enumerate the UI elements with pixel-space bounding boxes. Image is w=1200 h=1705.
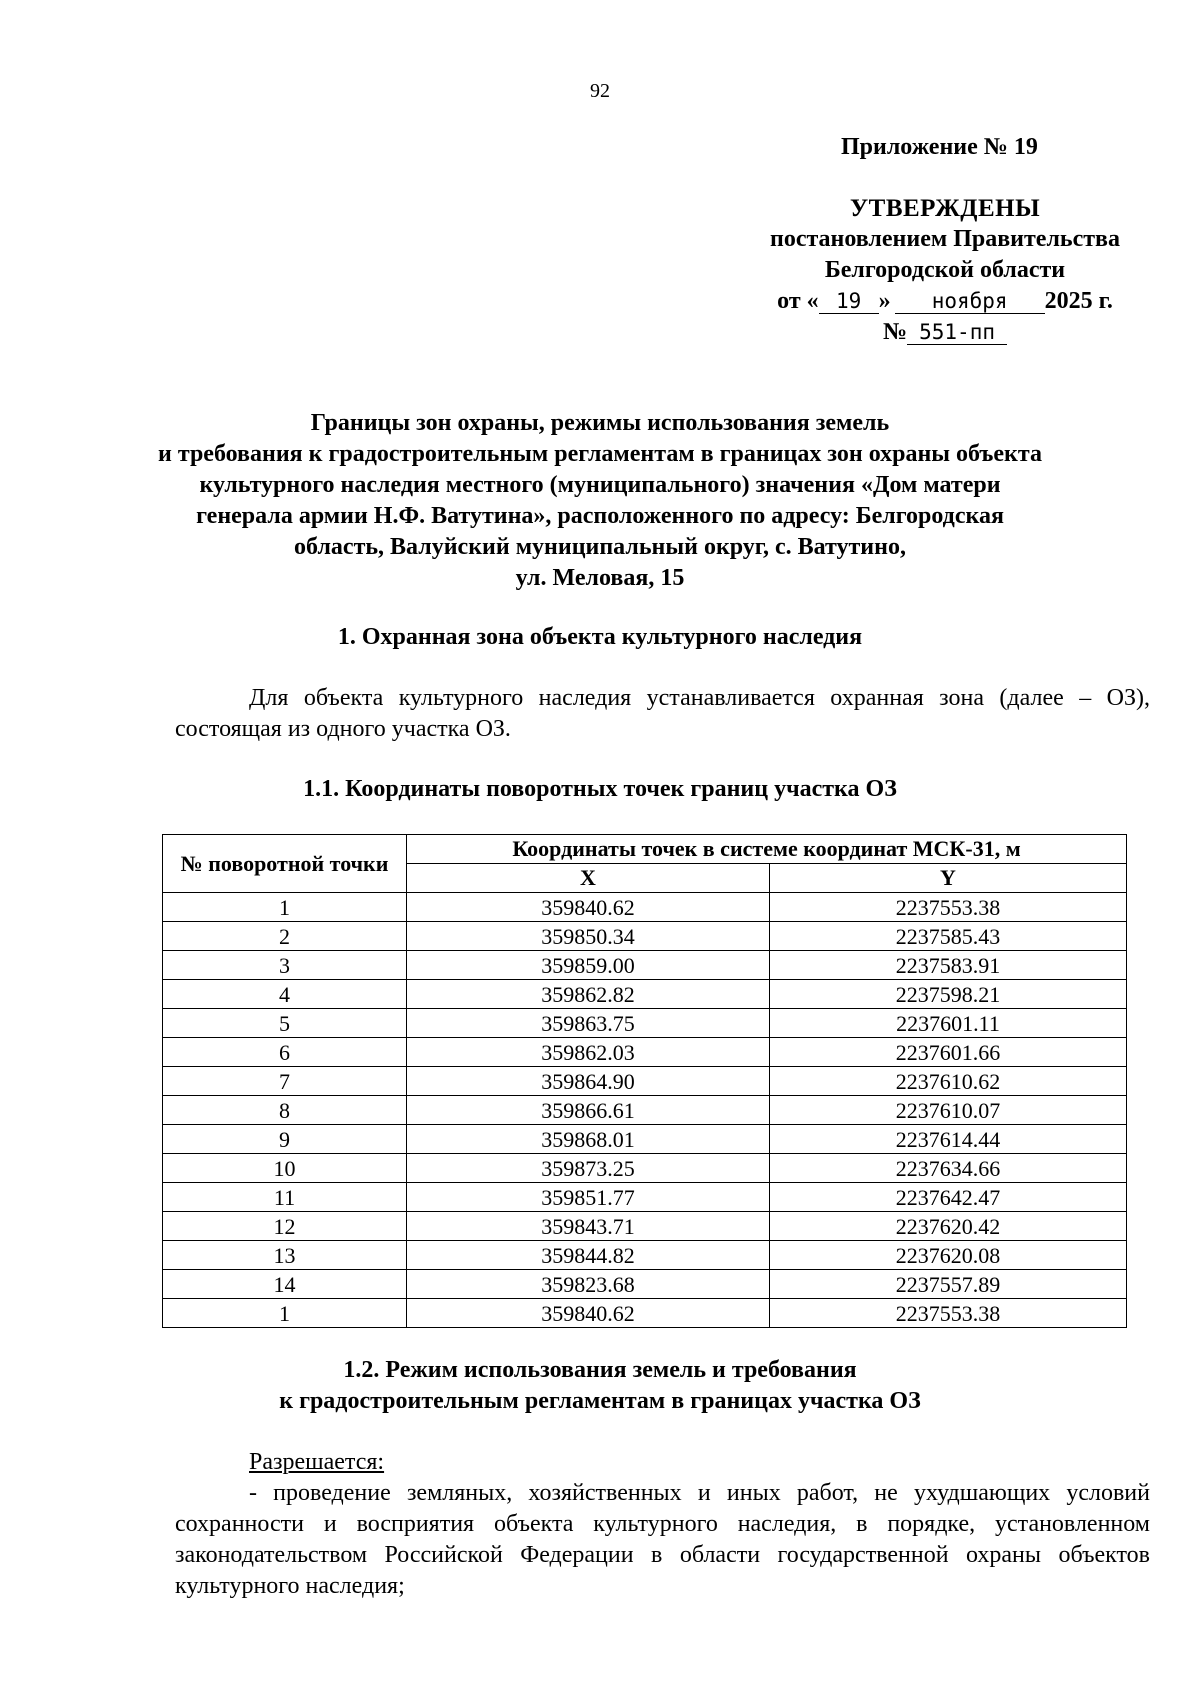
date-month: ноября: [895, 289, 1045, 314]
approved-heading: УТВЕРЖДЕНЫ: [849, 195, 1041, 222]
x-coordinate-cell: 359840.62: [407, 1299, 770, 1328]
point-number-cell: 5: [163, 1009, 407, 1038]
y-coordinate-cell: 2237601.66: [770, 1038, 1127, 1067]
x-coordinate-cell: 359873.25: [407, 1154, 770, 1183]
y-coordinate-cell: 2237553.38: [770, 893, 1127, 922]
y-coordinate-cell: 2237610.62: [770, 1067, 1127, 1096]
point-number-cell: 1: [163, 893, 407, 922]
y-coordinate-cell: 2237598.21: [770, 980, 1127, 1009]
x-coordinate-cell: 359868.01: [407, 1125, 770, 1154]
allowed-label-text: Разрешается:: [249, 1449, 385, 1475]
title-line: и требования к градостроительным регламентам в границах зон охраны объекта: [158, 441, 1042, 467]
y-coordinate-cell: 2237634.66: [770, 1154, 1127, 1183]
y-coordinate-cell: 2237557.89: [770, 1270, 1127, 1299]
x-coordinate-cell: 359844.82: [407, 1241, 770, 1270]
number-prefix: №: [882, 319, 908, 345]
approval-date: [745, 286, 1145, 317]
x-coordinate-cell: 359843.71: [407, 1212, 770, 1241]
table-row: [163, 980, 1127, 1009]
y-coordinate-cell: 2237553.38: [770, 1299, 1127, 1328]
table-row: [163, 1241, 1127, 1270]
table-row: [163, 1096, 1127, 1125]
x-coordinate-cell: 359866.61: [407, 1096, 770, 1125]
point-number-cell: 11: [163, 1183, 407, 1212]
x-coordinate-cell: 359840.62: [407, 893, 770, 922]
point-number-cell: 3: [163, 951, 407, 980]
section-1-2-heading-line-2: к градостроительным регламентам в границах участка ОЗ: [279, 1388, 921, 1414]
table-row: [163, 1183, 1127, 1212]
approval-block: [745, 193, 1145, 348]
x-coordinate-cell: 359851.77: [407, 1183, 770, 1212]
x-coordinate-cell: 359864.90: [407, 1067, 770, 1096]
date-prefix: от «: [777, 288, 819, 314]
header-x: X: [407, 864, 770, 893]
coordinates-table: [162, 834, 1127, 1328]
document-title: [150, 408, 1050, 594]
point-number-cell: 1: [163, 1299, 407, 1328]
y-coordinate-cell: 2237601.11: [770, 1009, 1127, 1038]
table-row: [163, 951, 1127, 980]
table-row: [163, 1270, 1127, 1299]
title-line: область, Валуйский муниципальный округ, с. Ватутино,: [294, 534, 906, 560]
header-point-number: № поворотной точки: [163, 835, 407, 893]
point-number-cell: 7: [163, 1067, 407, 1096]
title-line: культурного наследия местного (муниципального) значения «Дом матери: [199, 472, 1001, 498]
table-row: [163, 893, 1127, 922]
point-number-cell: 12: [163, 1212, 407, 1241]
x-coordinate-cell: 359850.34: [407, 922, 770, 951]
y-coordinate-cell: 2237620.42: [770, 1212, 1127, 1241]
x-coordinate-cell: 359863.75: [407, 1009, 770, 1038]
point-number-cell: 10: [163, 1154, 407, 1183]
table-row: [163, 1067, 1127, 1096]
date-mid: »: [878, 288, 891, 314]
x-coordinate-cell: 359823.68: [407, 1270, 770, 1299]
section-1-paragraph: Для объекта культурного наследия устанавливается охранная зона (далее – ОЗ), состоящая из одного участка ОЗ.: [175, 685, 1150, 742]
x-coordinate-cell: 359859.00: [407, 951, 770, 980]
title-line: генерала армии Н.Ф. Ватутина», расположенного по адресу: Белгородская: [196, 503, 1004, 529]
point-number-cell: 13: [163, 1241, 407, 1270]
approval-line-1: постановлением Правительства: [769, 226, 1120, 252]
approval-number: [745, 317, 1145, 348]
y-coordinate-cell: 2237610.07: [770, 1096, 1127, 1125]
page-number: 92: [590, 80, 610, 102]
section-1-2-heading-line-1: 1.2. Режим использования земель и требования: [343, 1357, 857, 1383]
section-1-1-heading: 1.1. Координаты поворотных точек границ участка ОЗ: [303, 776, 897, 802]
table-row: [163, 1299, 1127, 1328]
point-number-cell: 2: [163, 922, 407, 951]
y-coordinate-cell: 2237583.91: [770, 951, 1127, 980]
document-number: 551-пп: [907, 320, 1007, 345]
x-coordinate-cell: 359862.82: [407, 980, 770, 1009]
section-1-2-heading: [0, 1355, 1200, 1417]
table-row: [163, 1125, 1127, 1154]
x-coordinate-cell: 359862.03: [407, 1038, 770, 1067]
table-row: [163, 1038, 1127, 1067]
date-year: 2025 г.: [1044, 288, 1113, 314]
title-line: Границы зон охраны, режимы использования земель: [310, 410, 890, 436]
y-coordinate-cell: 2237620.08: [770, 1241, 1127, 1270]
header-coordinates: Координаты точек в системе координат МСК-31, м: [407, 835, 1127, 864]
y-coordinate-cell: 2237585.43: [770, 922, 1127, 951]
point-number-cell: 8: [163, 1096, 407, 1125]
appendix-label: Приложение № 19: [841, 134, 1038, 160]
y-coordinate-cell: 2237614.44: [770, 1125, 1127, 1154]
point-number-cell: 6: [163, 1038, 407, 1067]
section-1-heading: 1. Охранная зона объекта культурного наследия: [337, 624, 863, 650]
table-row: [163, 1154, 1127, 1183]
coordinates-table-body: [163, 893, 1127, 1328]
title-line: ул. Меловая, 15: [515, 565, 685, 591]
header-y: Y: [770, 864, 1127, 893]
point-number-cell: 4: [163, 980, 407, 1009]
date-day: 19: [819, 289, 879, 314]
table-row: [163, 1009, 1127, 1038]
allowed-label: [249, 1447, 1149, 1478]
allowed-item-1: - проведение земляных, хозяйственных и иных работ, не ухудшающих условий сохранности и восприятия объекта культурного наследия, в порядке, установленном законодательством Российской Федерации в области государственной охраны объектов культурного наследия;: [175, 1480, 1150, 1599]
approval-line-2: Белгородской области: [824, 257, 1066, 283]
table-row: [163, 1212, 1127, 1241]
table-row: [163, 922, 1127, 951]
point-number-cell: 14: [163, 1270, 407, 1299]
y-coordinate-cell: 2237642.47: [770, 1183, 1127, 1212]
point-number-cell: 9: [163, 1125, 407, 1154]
